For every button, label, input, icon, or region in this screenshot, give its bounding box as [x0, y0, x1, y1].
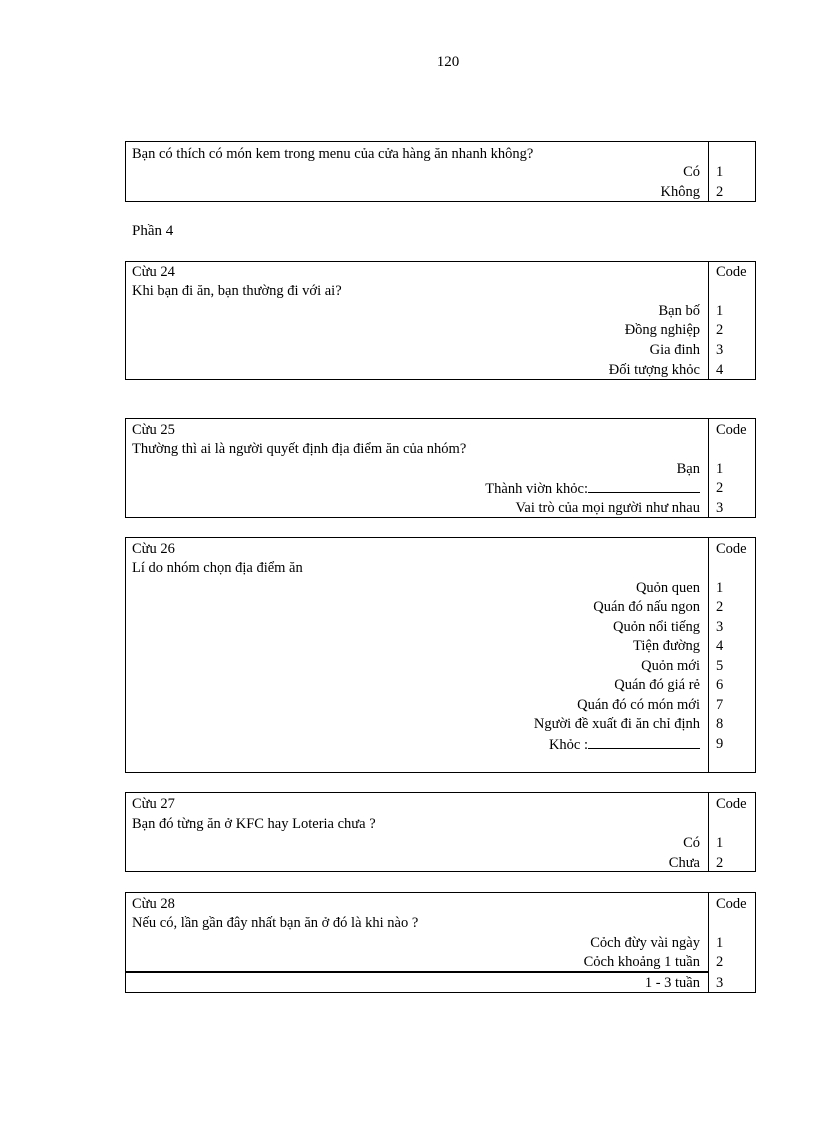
question-number: Cừu 28 — [132, 896, 175, 912]
code-header: Code — [716, 422, 747, 438]
option-code: 3 — [716, 342, 724, 358]
code-header: Code — [716, 796, 747, 812]
option-label: Khỏc : — [548, 737, 588, 753]
option-label: 1 - 3 tuần — [644, 975, 700, 991]
question-25-box — [125, 418, 756, 518]
code-column-divider — [708, 538, 709, 772]
code-column-divider — [708, 893, 709, 992]
option-label: Quán đó giá rẻ — [614, 677, 700, 693]
option-label: Có — [683, 835, 700, 851]
question-text: Khi bạn đi ăn, bạn thường đi với ai? — [132, 283, 342, 299]
code-column-divider — [708, 142, 709, 201]
code-column-divider — [708, 419, 709, 517]
option-code: 1 — [716, 835, 724, 851]
option-label: Người đề xuất đi ăn chỉ định — [533, 716, 700, 732]
option-label: Quán đó nấu ngon — [593, 599, 700, 615]
question-number: Cừu 26 — [132, 541, 175, 557]
option-code: 1 — [716, 935, 724, 951]
option-label: Cỏch đừy vài ngày — [590, 935, 700, 951]
option-code: 3 — [716, 619, 724, 635]
page-number: 120 — [436, 54, 460, 70]
question-number: Cừu 27 — [132, 796, 175, 812]
question-text: Bạn đó từng ăn ở KFC hay Loteria chưa ? — [132, 816, 376, 832]
option-label: Vai trò của mọi người như nhau — [515, 500, 700, 516]
option-label: Có — [683, 164, 700, 180]
option-code: 1 — [716, 461, 724, 477]
option-other-row — [549, 735, 700, 754]
option-code: 4 — [716, 362, 724, 378]
option-code: 8 — [716, 716, 724, 732]
code-header: Code — [716, 264, 747, 280]
option-code: 1 — [716, 303, 724, 319]
option-label: Gia đinh — [649, 342, 700, 358]
option-label: Đồng nghiệp — [624, 322, 700, 338]
code-header: Code — [716, 896, 747, 912]
option-code: 2 — [716, 184, 724, 200]
option-code: 4 — [716, 638, 724, 654]
option-label: Quỏn quen — [635, 580, 700, 596]
option-label: Bạn — [676, 461, 700, 477]
option-label: Thành viờn khỏc: — [485, 481, 588, 497]
question-24-box — [125, 261, 756, 380]
question-text: Bạn có thích có món kem trong menu của cửa hàng ăn nhanh không? — [132, 146, 534, 162]
option-label: Quỏn nổi tiếng — [613, 619, 700, 635]
option-code: 2 — [716, 954, 724, 970]
option-label: Không — [660, 184, 700, 200]
question-26-box — [125, 537, 756, 773]
fill-in-blank[interactable] — [588, 479, 700, 493]
question-27-box — [125, 792, 756, 872]
option-code: 2 — [716, 599, 724, 615]
option-label: Đối tượng khỏc — [608, 362, 700, 378]
question-text: Lí do nhóm chọn địa điểm ăn — [132, 560, 303, 576]
question-number: Cừu 24 — [132, 264, 175, 280]
option-code: 9 — [716, 736, 724, 752]
option-other-row — [485, 479, 700, 498]
question-28-box — [125, 892, 756, 993]
row-separator — [126, 971, 708, 973]
option-code: 1 — [716, 164, 724, 180]
option-label: Chưa — [668, 855, 700, 871]
code-column-divider — [708, 793, 709, 871]
question-number: Cừu 25 — [132, 422, 175, 438]
option-code: 5 — [716, 658, 724, 674]
question-text: Thường thì ai là người quyết định địa điểm ăn của nhóm? — [132, 441, 467, 457]
option-code: 7 — [716, 697, 724, 713]
part-label: Phần 4 — [132, 223, 174, 239]
option-label: Quỏn mới — [641, 658, 700, 674]
option-code: 2 — [716, 855, 724, 871]
code-column-divider — [708, 262, 709, 379]
option-label: Quán đó có món mới — [577, 697, 700, 713]
fill-in-blank[interactable] — [588, 735, 700, 749]
option-code: 2 — [716, 322, 724, 338]
option-code: 3 — [716, 975, 724, 991]
option-code: 3 — [716, 500, 724, 516]
option-code: 1 — [716, 580, 724, 596]
option-code: 6 — [716, 677, 724, 693]
option-label: Cỏch khoảng 1 tuần — [583, 954, 700, 970]
question-icecream-box — [125, 141, 756, 202]
option-label: Bạn bố — [658, 303, 700, 319]
option-code: 2 — [716, 480, 724, 496]
code-header: Code — [716, 541, 747, 557]
option-label: Tiện đường — [633, 638, 700, 654]
question-text: Nếu có, lần gần đây nhất bạn ăn ở đó là khi nào ? — [132, 915, 419, 931]
